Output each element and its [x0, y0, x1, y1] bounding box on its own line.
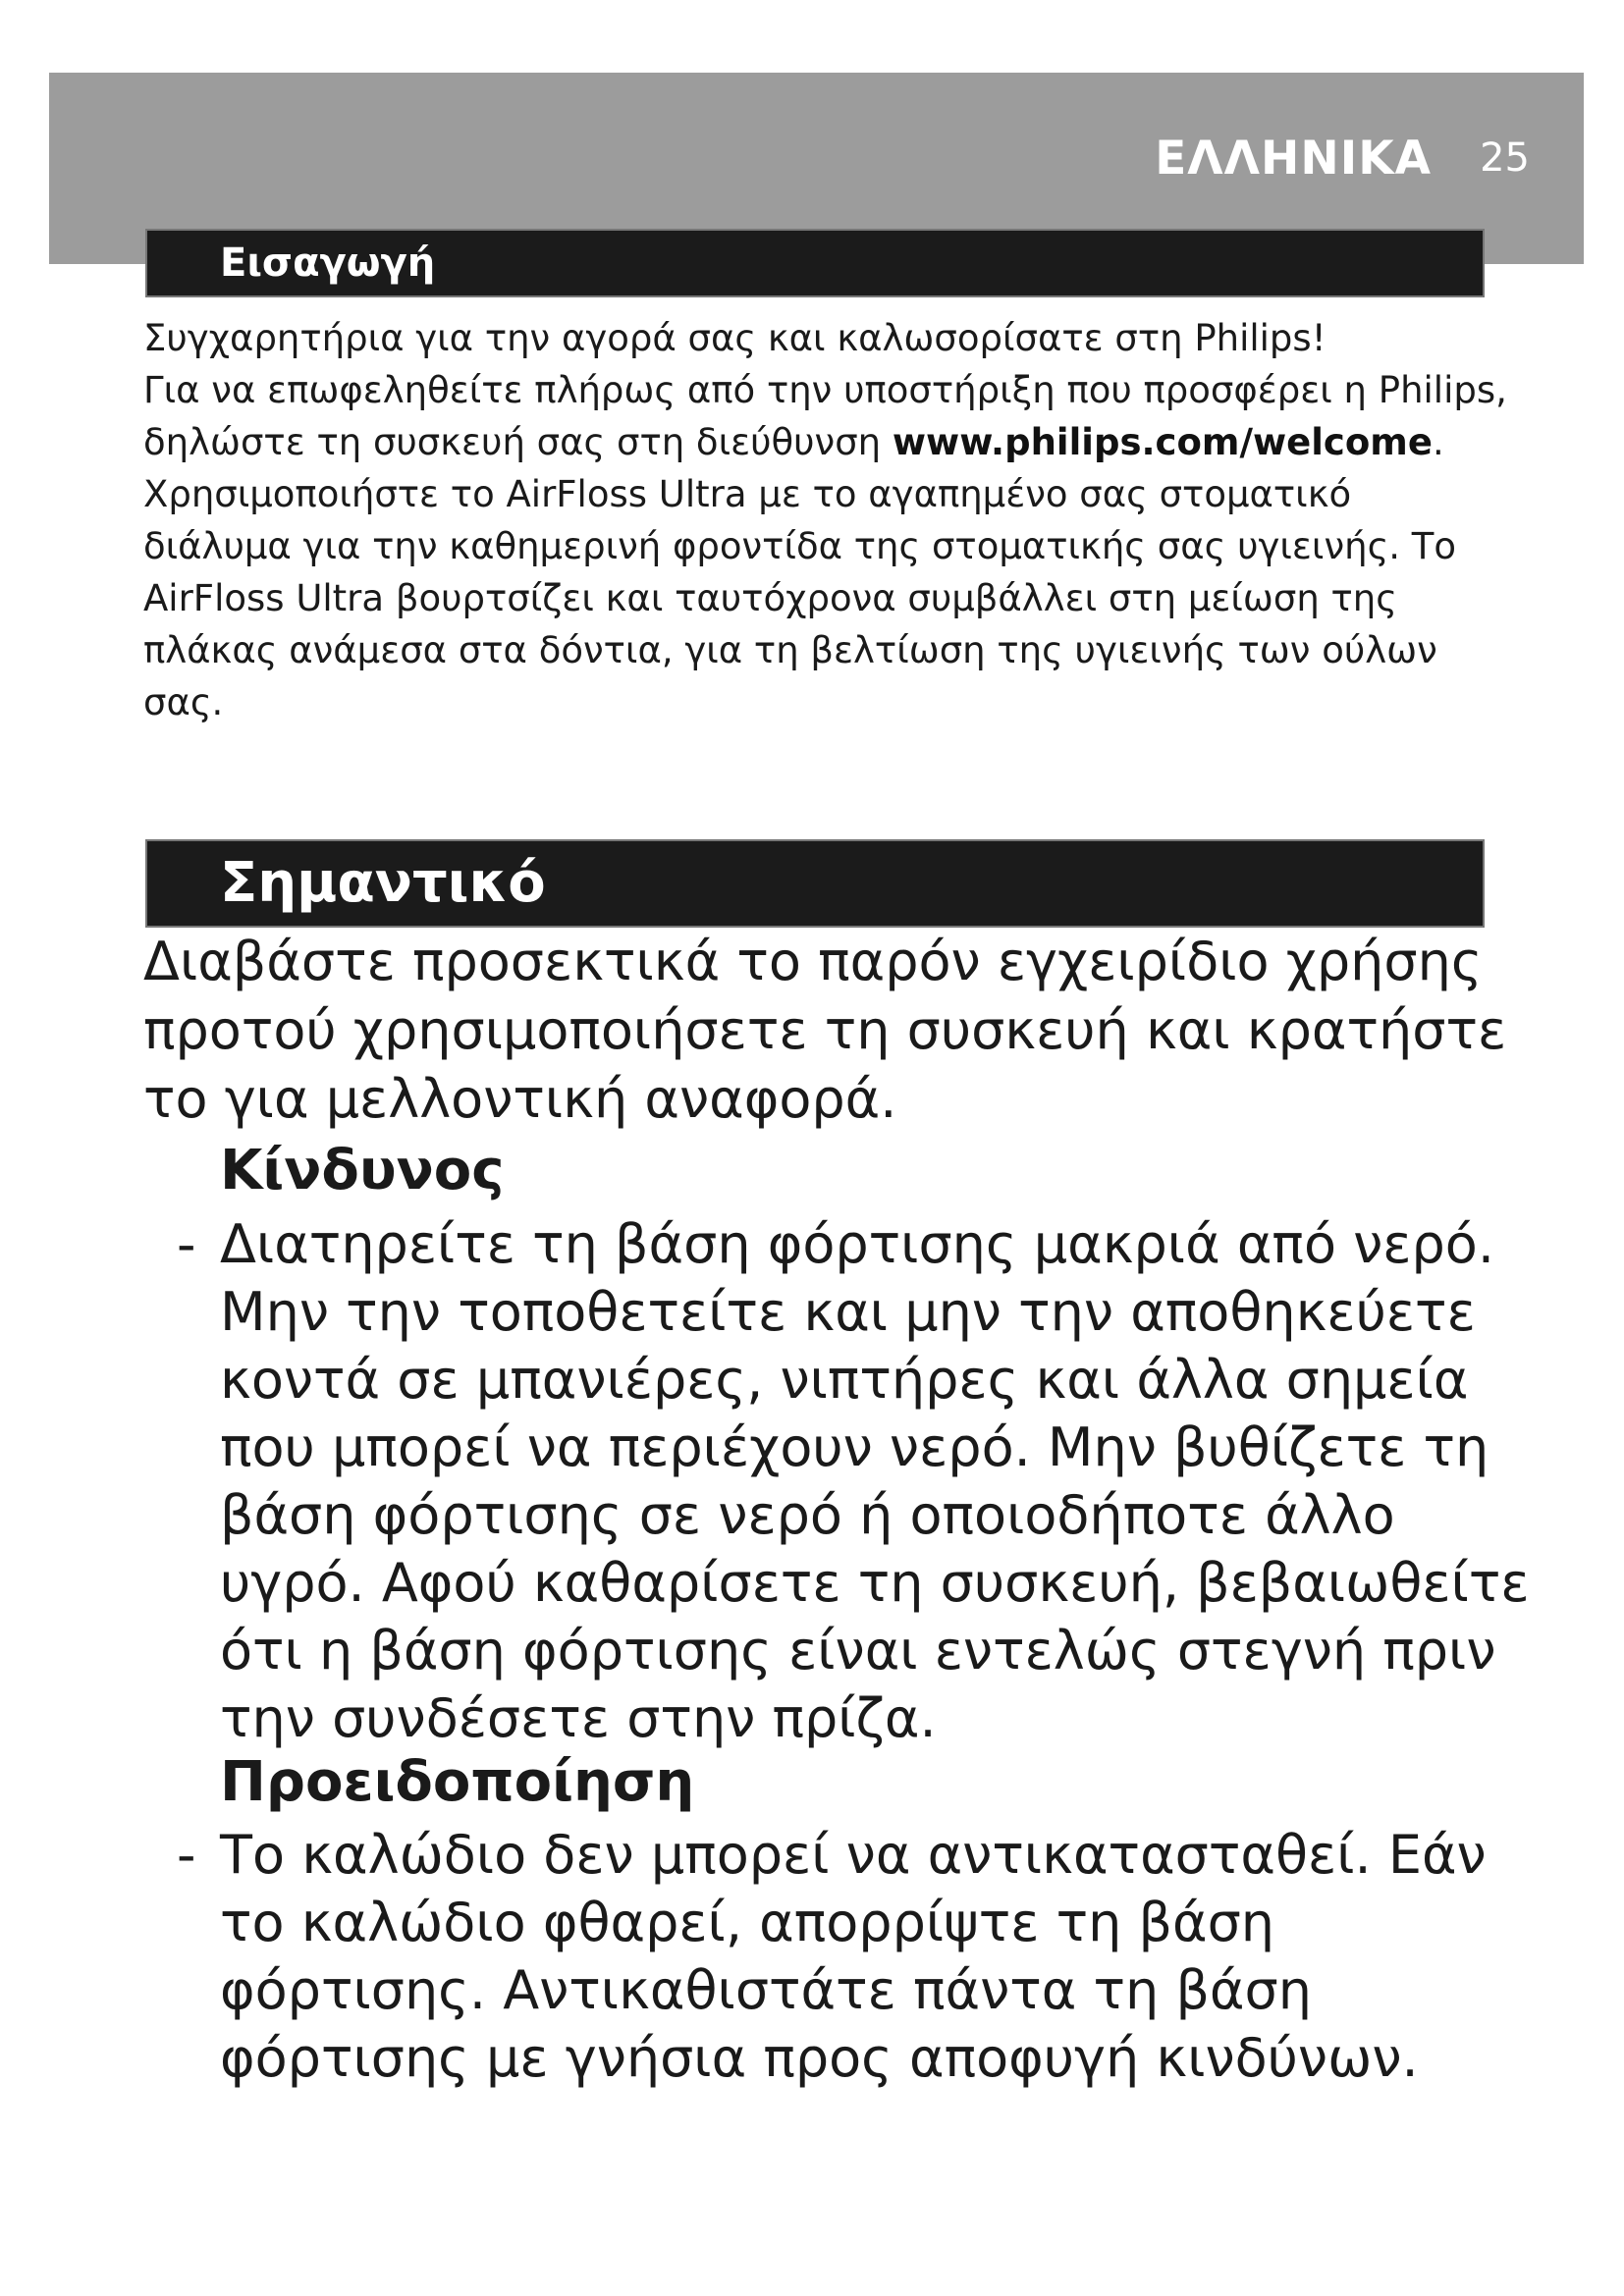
danger-list-item: [177, 1210, 1532, 1752]
page-number: 25: [1480, 135, 1530, 181]
intro-register-text: Για να επωφεληθείτε πλήρως από την υποστήριξη που προσφέρει η Philips, δηλώστε τη συσκευή σας στη διεύθυνση: [143, 369, 1507, 463]
section-heading-important: Σημαντικό: [145, 839, 1485, 928]
warning-text: Το καλώδιο δεν μπορεί να αντικατασταθεί. Εάν το καλώδιο φθαρεί, απορρίψτε τη βάση φόρτισης. Αντικαθιστάτε πάντα τη βάση φόρτισης με γνήσια προς αποφυγή κινδύνων.: [220, 1824, 1487, 2089]
important-paragraph: Διαβάστε προσεκτικά το παρόν εγχειρίδιο χρήσης προτού χρησιμοποιήσετε τη συσκευή και κρατήστε το για μελλοντική αναφορά.: [143, 931, 1507, 1130]
intro-paragraph-2: Χρησιμοποιήστε το AirFloss Ultra με το αγαπημένο σας στοματικό διάλυμα για την καθημερινή φροντίδα της στοματικής σας υγιεινής. Το AirFloss Ultra βουρτσίζει και ταυτόχρονα συμβάλλει στη μείωση της πλάκας ανάμεσα στα δόντια, για τη βελτίωση της υγιεινής των ούλων σας.: [143, 473, 1457, 723]
bullet-dash: -: [177, 1824, 196, 1886]
danger-heading: Κίνδυνος: [220, 1139, 505, 1202]
intro-paragraph-1: [143, 312, 1508, 468]
header-language: ΕΛΛΗΝΙΚΑ: [1155, 132, 1432, 186]
warning-list-item: [177, 1821, 1532, 2092]
warning-heading: Προειδοποίηση: [220, 1750, 695, 1814]
intro-greeting: Συγχαρητήρια για την αγορά σας και καλωσορίσατε στη Philips!: [143, 317, 1326, 359]
philips-welcome-link[interactable]: www.philips.com/welcome: [892, 421, 1433, 463]
section-heading-intro: Εισαγωγή: [145, 229, 1485, 297]
danger-text: Διατηρείτε τη βάση φόρτισης μακριά από νερό. Μην την τοποθετείτε και μην την αποθηκεύετε κοντά σε μπανιέρες, νιπτήρες και άλλα σημεία που μπορεί να περιέχουν νερό. Μην βυθίζετε τη βάση φόρτισης σε νερό ή οποιοδήποτε άλλο υγρό. Αφού καθαρίσετε τη συσκευή, βεβαιωθείτε ότι η βάση φόρτισης είναι εντελώς στεγνή πριν την συνδέσετε στην πρίζα.: [220, 1213, 1530, 1749]
intro-text: [143, 312, 1508, 728]
bullet-dash: -: [177, 1213, 196, 1275]
intro-register-suffix: .: [1432, 421, 1444, 463]
